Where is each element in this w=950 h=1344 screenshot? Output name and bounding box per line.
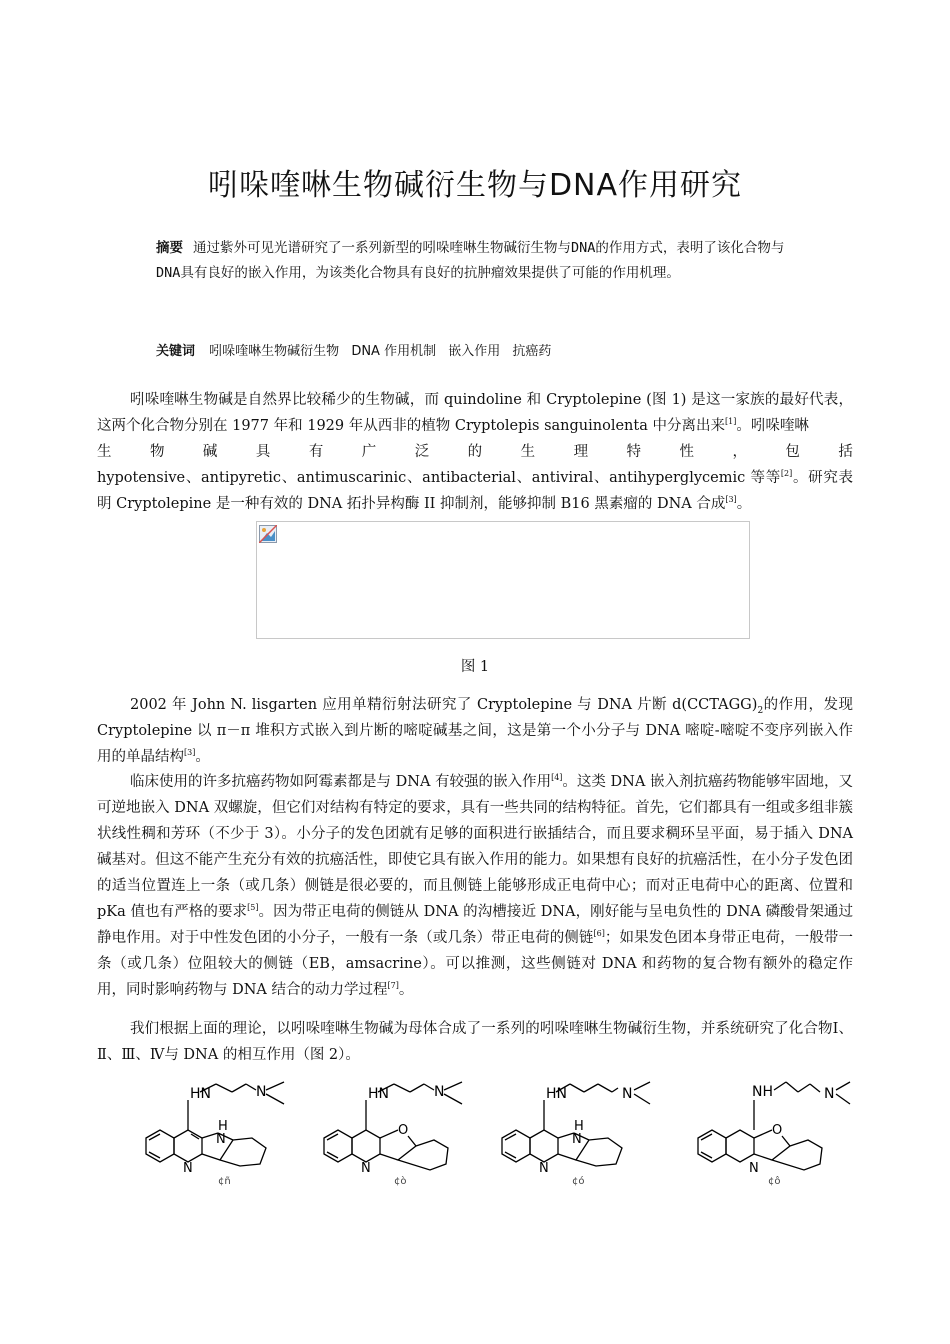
amine-hn: HN (546, 1086, 567, 1102)
keyword: DNA 作用机制 (351, 344, 437, 359)
spaced-line: 生 物 碱 具 有 广 泛 的 生 理 特 性 ， 包 括 (97, 444, 853, 460)
structure-label: ¢ó (572, 1176, 585, 1187)
citation: [7] (387, 981, 399, 990)
paragraph-4: 我们根据上面的理论，以吲哚喹啉生物碱为母体合成了一系列的吲哚喹啉生物碱衍生物，并系统研究了化合物Ⅰ、Ⅱ、Ⅲ、Ⅳ与 DNA 的相互作用（图 2）。 (97, 1021, 853, 1063)
paragraph-3: 临床使用的许多抗癌药物如阿霉素都是与 DNA 有较强的嵌入作用[4]。这类 DNA 嵌入剂抗癌药物能够牢固地，又可逆地嵌入 DNA 双螺旋，但它们对结构有特定的要求，具有一些共同的结构特征。首先，它们都具有一组或多组非簇状线性稠和芳环（不少于 3）。小分子的发色团就有足够的面积进行嵌插结合，而且要求稠环呈平面，易于插入 DNA 碱基对。但这不能产生充分有效的抗癌活性，即使它具有嵌入作用的能力。如果想有良好的抗癌活性，在小分子发色团的适当位置连上一条（或几条）侧链是很必要的，而且侧链上能够形成正电荷中心；而对正电荷中心的距离、位置和 pKa 值也有严格的要求[5]。因为带正电荷的侧链从 DNA 的沟槽接近 DNA，刚好能与呈电负性的 DNA 磷酸骨架通过静电作用。对于中性发色团的小分子，一般有一条（或几条）带正电荷的侧链[6]；如果发色团本身带正电荷，一般带一条（或几条）位阻较大的侧链（EB，amsacrine）。可以推测，这些侧链对 DNA 和药物的复合物有额外的稳定作用，同时影响药物与 DNA 结合的动力学过程[7]。 (97, 773, 854, 998)
citation: [2] (780, 469, 793, 478)
ring-n: N (539, 1161, 549, 1176)
amine-n: N (622, 1086, 633, 1102)
ring-n: N (183, 1161, 193, 1176)
broken-image-icon (259, 525, 277, 543)
citation: [3] (725, 495, 737, 504)
abstract-label: 摘要 (156, 240, 183, 256)
citation: [6] (593, 929, 605, 938)
paragraph-1: 吲哚喹啉生物碱是自然界比较稀少的生物碱，而 quindoline 和 Cryptolepine (图 1) 是这一家族的最好代表，这两个化合物分别在 1977 年和 1929 年从西非的植物 Cryptolepis sanguinolenta 中分离出来[1]。吲哚喹啉 生 物 碱 具 有 广 泛 的 生 理 特 性 ， 包 括 hypotensive、antipyretic、antimuscarinic、antibacterial、antiviral、antihyperglycemic 等等[2]。研究表明 Cryptolepine 是一种有效的 DNA 拓扑异构酶 II 抑制剂，能够抑制 B16 黑素瘤的 DNA 合成[3]。 (97, 392, 854, 512)
structure-2 (316, 1080, 488, 1196)
structure-label: ¢ô (768, 1176, 781, 1187)
ring-n: N (749, 1161, 759, 1176)
abstract (156, 236, 796, 286)
abstract-text: 通过紫外可见光谱研究了一系列新型的吲哚喹啉生物碱衍生物与DNA的作用方式，表明了该化合物与DNA具有良好的嵌入作用，为该类化合物具有良好的抗肿瘤效果提供了可能的作用机理。 (156, 240, 785, 281)
figure-1-caption: 图 1 (460, 659, 490, 675)
citation: [5] (247, 903, 259, 912)
citation: [4] (551, 773, 563, 782)
figure-1-placeholder (256, 521, 750, 639)
ring-o: O (398, 1123, 409, 1138)
amine-n: N (824, 1086, 835, 1102)
amine-hn: HN (190, 1086, 211, 1102)
amine-n: N (256, 1084, 267, 1100)
ring-n-atom: N (572, 1132, 582, 1147)
keywords (156, 340, 796, 359)
structure-3 (494, 1080, 666, 1196)
structure-label: ¢ñ (218, 1176, 231, 1187)
citation: [3] (184, 748, 196, 757)
structure-label: ¢ò (394, 1176, 407, 1187)
ring-nh: H (574, 1119, 584, 1134)
keywords-label: 关键词 (156, 344, 196, 359)
amine-nh: NH (752, 1084, 773, 1100)
paragraph-2: 2002 年 John N. lisgarten 应用单精衍射法研究了 Cryptolepine 与 DNA 片断 $d(CCTAGG)_2$的作用，发现 Cryptolepine 以 π－π 堆积方式嵌入到片断的嘧啶碱基之间，这是第一个小分子与 DNA 嘧啶-嘧啶不变序列嵌入作用的单晶结构[3]。 (97, 697, 854, 765)
ring-n: N (361, 1161, 371, 1176)
citation: [1] (724, 417, 737, 426)
keyword: 抗癌药 (512, 344, 552, 359)
ring-nh: H (218, 1119, 228, 1134)
keyword: 吲哚喹啉生物碱衍生物 (209, 344, 340, 359)
amine-hn: HN (368, 1086, 389, 1102)
ring-n-atom: N (216, 1132, 226, 1147)
ring-o: O (772, 1123, 783, 1138)
amine-n: N (434, 1084, 445, 1100)
keyword: 嵌入作用 (448, 344, 501, 359)
page-title: 吲哚喹啉生物碱衍生物与DNA作用研究 (207, 168, 743, 203)
structure-4 (690, 1080, 862, 1196)
structure-1 (138, 1080, 310, 1196)
